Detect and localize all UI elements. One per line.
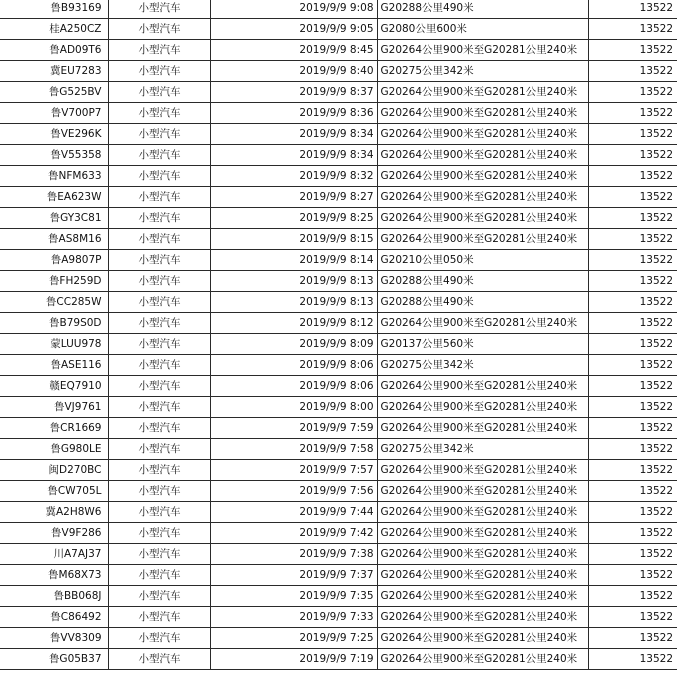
location-cell: G20264公里900米至G20281公里240米: [377, 544, 588, 565]
plate-number-cell: 鲁V55358: [0, 145, 108, 166]
violation-code-cell: 13522: [588, 0, 677, 19]
violation-code-cell: 13522: [588, 565, 677, 586]
location-cell: G20264公里900米至G20281公里240米: [377, 397, 588, 418]
vehicle-type-cell: 小型汽车: [108, 313, 210, 334]
timestamp-cell: 2019/9/9 7:58: [210, 439, 377, 460]
violation-code-cell: 13522: [588, 145, 677, 166]
plate-number-cell: 鲁C86492: [0, 607, 108, 628]
plate-number-cell: 冀EU7283: [0, 61, 108, 82]
timestamp-cell: 2019/9/9 8:45: [210, 40, 377, 61]
timestamp-cell: 2019/9/9 7:19: [210, 649, 377, 670]
timestamp-cell: 2019/9/9 7:42: [210, 523, 377, 544]
location-cell: G20137公里560米: [377, 334, 588, 355]
location-cell: G20264公里900米至G20281公里240米: [377, 208, 588, 229]
timestamp-cell: 2019/9/9 7:37: [210, 565, 377, 586]
timestamp-cell: 2019/9/9 8:06: [210, 376, 377, 397]
location-cell: G20264公里900米至G20281公里240米: [377, 565, 588, 586]
location-cell: G20264公里900米至G20281公里240米: [377, 145, 588, 166]
table-row: [0, 502, 677, 523]
vehicle-type-cell: 小型汽车: [108, 40, 210, 61]
violation-code-cell: 13522: [588, 481, 677, 502]
timestamp-cell: 2019/9/9 7:25: [210, 628, 377, 649]
timestamp-cell: 2019/9/9 8:06: [210, 355, 377, 376]
vehicle-type-cell: 小型汽车: [108, 61, 210, 82]
vehicle-type-cell: 小型汽车: [108, 376, 210, 397]
timestamp-cell: 2019/9/9 7:56: [210, 481, 377, 502]
table-row: [0, 187, 677, 208]
violation-code-cell: 13522: [588, 40, 677, 61]
violation-code-cell: 13522: [588, 586, 677, 607]
plate-number-cell: 鲁EA623W: [0, 187, 108, 208]
location-cell: G20264公里900米至G20281公里240米: [377, 586, 588, 607]
table-row: [0, 61, 677, 82]
location-cell: G20264公里900米至G20281公里240米: [377, 607, 588, 628]
timestamp-cell: 2019/9/9 8:00: [210, 397, 377, 418]
plate-number-cell: 鲁G525BV: [0, 82, 108, 103]
violation-code-cell: 13522: [588, 544, 677, 565]
vehicle-type-cell: 小型汽车: [108, 229, 210, 250]
plate-number-cell: 赣EQ7910: [0, 376, 108, 397]
timestamp-cell: 2019/9/9 8:09: [210, 334, 377, 355]
table-row: [0, 397, 677, 418]
table-row: [0, 439, 677, 460]
location-cell: G20264公里900米至G20281公里240米: [377, 103, 588, 124]
plate-number-cell: 鲁NFM633: [0, 166, 108, 187]
location-cell: G20264公里900米至G20281公里240米: [377, 628, 588, 649]
table-row: [0, 355, 677, 376]
plate-number-cell: 闽D270BC: [0, 460, 108, 481]
timestamp-cell: 2019/9/9 7:38: [210, 544, 377, 565]
table-row: [0, 40, 677, 61]
vehicle-type-cell: 小型汽车: [108, 250, 210, 271]
timestamp-cell: 2019/9/9 7:33: [210, 607, 377, 628]
location-cell: G20275公里342米: [377, 355, 588, 376]
location-cell: G20264公里900米至G20281公里240米: [377, 229, 588, 250]
location-cell: G20210公里050米: [377, 250, 588, 271]
violation-code-cell: 13522: [588, 61, 677, 82]
plate-number-cell: 冀A2H8W6: [0, 502, 108, 523]
vehicle-type-cell: 小型汽车: [108, 544, 210, 565]
plate-number-cell: 鲁CW705L: [0, 481, 108, 502]
plate-number-cell: 鲁B93169: [0, 0, 108, 19]
violation-code-cell: 13522: [588, 208, 677, 229]
timestamp-cell: 2019/9/9 8:40: [210, 61, 377, 82]
table-row: [0, 376, 677, 397]
table-row: [0, 271, 677, 292]
vehicle-type-cell: 小型汽车: [108, 166, 210, 187]
plate-number-cell: 鲁G980LE: [0, 439, 108, 460]
violation-code-cell: 13522: [588, 187, 677, 208]
table-row: [0, 523, 677, 544]
table-row: [0, 334, 677, 355]
location-cell: G20288公里490米: [377, 271, 588, 292]
table-row: [0, 124, 677, 145]
violation-code-cell: 13522: [588, 250, 677, 271]
violation-code-cell: 13522: [588, 502, 677, 523]
location-cell: G20264公里900米至G20281公里240米: [377, 481, 588, 502]
timestamp-cell: 2019/9/9 8:36: [210, 103, 377, 124]
table-row: [0, 292, 677, 313]
location-cell: G20264公里900米至G20281公里240米: [377, 166, 588, 187]
table-row: [0, 103, 677, 124]
location-cell: G20264公里900米至G20281公里240米: [377, 460, 588, 481]
plate-number-cell: 鲁B79S0D: [0, 313, 108, 334]
table-row: [0, 0, 677, 19]
plate-number-cell: 鲁AD09T6: [0, 40, 108, 61]
location-cell: G20264公里900米至G20281公里240米: [377, 376, 588, 397]
vehicle-type-cell: 小型汽车: [108, 124, 210, 145]
vehicle-type-cell: 小型汽车: [108, 292, 210, 313]
timestamp-cell: 2019/9/9 7:35: [210, 586, 377, 607]
plate-number-cell: 鲁CC285W: [0, 292, 108, 313]
plate-number-cell: 鲁VJ9761: [0, 397, 108, 418]
vehicle-type-cell: 小型汽车: [108, 19, 210, 40]
vehicle-type-cell: 小型汽车: [108, 355, 210, 376]
location-cell: G2080公里600米: [377, 19, 588, 40]
violation-code-cell: 13522: [588, 628, 677, 649]
vehicle-type-cell: 小型汽车: [108, 439, 210, 460]
plate-number-cell: 鲁G05B37: [0, 649, 108, 670]
timestamp-cell: 2019/9/9 9:08: [210, 0, 377, 19]
violation-code-cell: 13522: [588, 355, 677, 376]
table-row: [0, 145, 677, 166]
violation-code-cell: 13522: [588, 313, 677, 334]
vehicle-type-cell: 小型汽车: [108, 82, 210, 103]
timestamp-cell: 2019/9/9 8:32: [210, 166, 377, 187]
vehicle-type-cell: 小型汽车: [108, 397, 210, 418]
timestamp-cell: 2019/9/9 8:13: [210, 292, 377, 313]
vehicle-type-cell: 小型汽车: [108, 481, 210, 502]
location-cell: G20264公里900米至G20281公里240米: [377, 82, 588, 103]
timestamp-cell: 2019/9/9 8:34: [210, 124, 377, 145]
location-cell: G20288公里490米: [377, 292, 588, 313]
plate-number-cell: 鲁V700P7: [0, 103, 108, 124]
violation-code-cell: 13522: [588, 271, 677, 292]
timestamp-cell: 2019/9/9 8:14: [210, 250, 377, 271]
violation-code-cell: 13522: [588, 523, 677, 544]
violation-code-cell: 13522: [588, 607, 677, 628]
violation-code-cell: 13522: [588, 418, 677, 439]
table-row: [0, 313, 677, 334]
timestamp-cell: 2019/9/9 8:27: [210, 187, 377, 208]
plate-number-cell: 鲁BB068J: [0, 586, 108, 607]
table-row: [0, 229, 677, 250]
location-cell: G20264公里900米至G20281公里240米: [377, 124, 588, 145]
vehicle-type-cell: 小型汽车: [108, 145, 210, 166]
vehicle-type-cell: 小型汽车: [108, 565, 210, 586]
violation-code-cell: 13522: [588, 376, 677, 397]
violation-code-cell: 13522: [588, 292, 677, 313]
table-row: [0, 418, 677, 439]
location-cell: G20264公里900米至G20281公里240米: [377, 418, 588, 439]
timestamp-cell: 2019/9/9 7:44: [210, 502, 377, 523]
vehicle-type-cell: 小型汽车: [108, 607, 210, 628]
violation-code-cell: 13522: [588, 19, 677, 40]
violation-code-cell: 13522: [588, 229, 677, 250]
violation-code-cell: 13522: [588, 397, 677, 418]
timestamp-cell: 2019/9/9 8:12: [210, 313, 377, 334]
plate-number-cell: 鲁M68X73: [0, 565, 108, 586]
violation-code-cell: 13522: [588, 439, 677, 460]
vehicle-type-cell: 小型汽车: [108, 208, 210, 229]
location-cell: G20264公里900米至G20281公里240米: [377, 313, 588, 334]
table-row: [0, 628, 677, 649]
timestamp-cell: 2019/9/9 7:59: [210, 418, 377, 439]
table-row: [0, 82, 677, 103]
plate-number-cell: 鲁AS8M16: [0, 229, 108, 250]
vehicle-type-cell: 小型汽车: [108, 103, 210, 124]
table-row: [0, 607, 677, 628]
location-cell: G20264公里900米至G20281公里240米: [377, 502, 588, 523]
plate-number-cell: 鲁CR1669: [0, 418, 108, 439]
violation-code-cell: 13522: [588, 82, 677, 103]
table-row: [0, 19, 677, 40]
table-row: [0, 208, 677, 229]
plate-number-cell: 鲁FH259D: [0, 271, 108, 292]
plate-number-cell: 鲁VE296K: [0, 124, 108, 145]
timestamp-cell: 2019/9/9 8:34: [210, 145, 377, 166]
violation-code-cell: 13522: [588, 460, 677, 481]
timestamp-cell: 2019/9/9 8:25: [210, 208, 377, 229]
violation-code-cell: 13522: [588, 649, 677, 670]
timestamp-cell: 2019/9/9 8:13: [210, 271, 377, 292]
vehicle-type-cell: 小型汽车: [108, 502, 210, 523]
location-cell: G20264公里900米至G20281公里240米: [377, 187, 588, 208]
violation-code-cell: 13522: [588, 124, 677, 145]
plate-number-cell: 鲁A9807P: [0, 250, 108, 271]
table-row: [0, 544, 677, 565]
table-row: [0, 649, 677, 670]
plate-number-cell: 蒙LUU978: [0, 334, 108, 355]
table-row: [0, 460, 677, 481]
location-cell: G20264公里900米至G20281公里240米: [377, 40, 588, 61]
vehicle-type-cell: 小型汽车: [108, 418, 210, 439]
vehicle-type-cell: 小型汽车: [108, 628, 210, 649]
plate-number-cell: 鲁ASE116: [0, 355, 108, 376]
plate-number-cell: 鲁V9F286: [0, 523, 108, 544]
timestamp-cell: 2019/9/9 8:15: [210, 229, 377, 250]
table-row: [0, 250, 677, 271]
location-cell: G20264公里900米至G20281公里240米: [377, 649, 588, 670]
timestamp-cell: 2019/9/9 8:37: [210, 82, 377, 103]
violation-code-cell: 13522: [588, 334, 677, 355]
violation-code-cell: 13522: [588, 103, 677, 124]
table-row: [0, 481, 677, 502]
location-cell: G20275公里342米: [377, 439, 588, 460]
timestamp-cell: 2019/9/9 7:57: [210, 460, 377, 481]
vehicle-type-cell: 小型汽车: [108, 460, 210, 481]
vehicle-type-cell: 小型汽车: [108, 187, 210, 208]
timestamp-cell: 2019/9/9 9:05: [210, 19, 377, 40]
plate-number-cell: 桂A250CZ: [0, 19, 108, 40]
plate-number-cell: 川A7AJ37: [0, 544, 108, 565]
plate-number-cell: 鲁GY3C81: [0, 208, 108, 229]
vehicle-type-cell: 小型汽车: [108, 523, 210, 544]
plate-number-cell: 鲁VV8309: [0, 628, 108, 649]
location-cell: G20275公里342米: [377, 61, 588, 82]
location-cell: G20264公里900米至G20281公里240米: [377, 523, 588, 544]
location-cell: G20288公里490米: [377, 0, 588, 19]
vehicle-type-cell: 小型汽车: [108, 0, 210, 19]
table-row: [0, 166, 677, 187]
violation-code-cell: 13522: [588, 166, 677, 187]
vehicle-type-cell: 小型汽车: [108, 271, 210, 292]
table-row: [0, 565, 677, 586]
vehicle-type-cell: 小型汽车: [108, 586, 210, 607]
vehicle-type-cell: 小型汽车: [108, 334, 210, 355]
vehicle-type-cell: 小型汽车: [108, 649, 210, 670]
table-row: [0, 586, 677, 607]
